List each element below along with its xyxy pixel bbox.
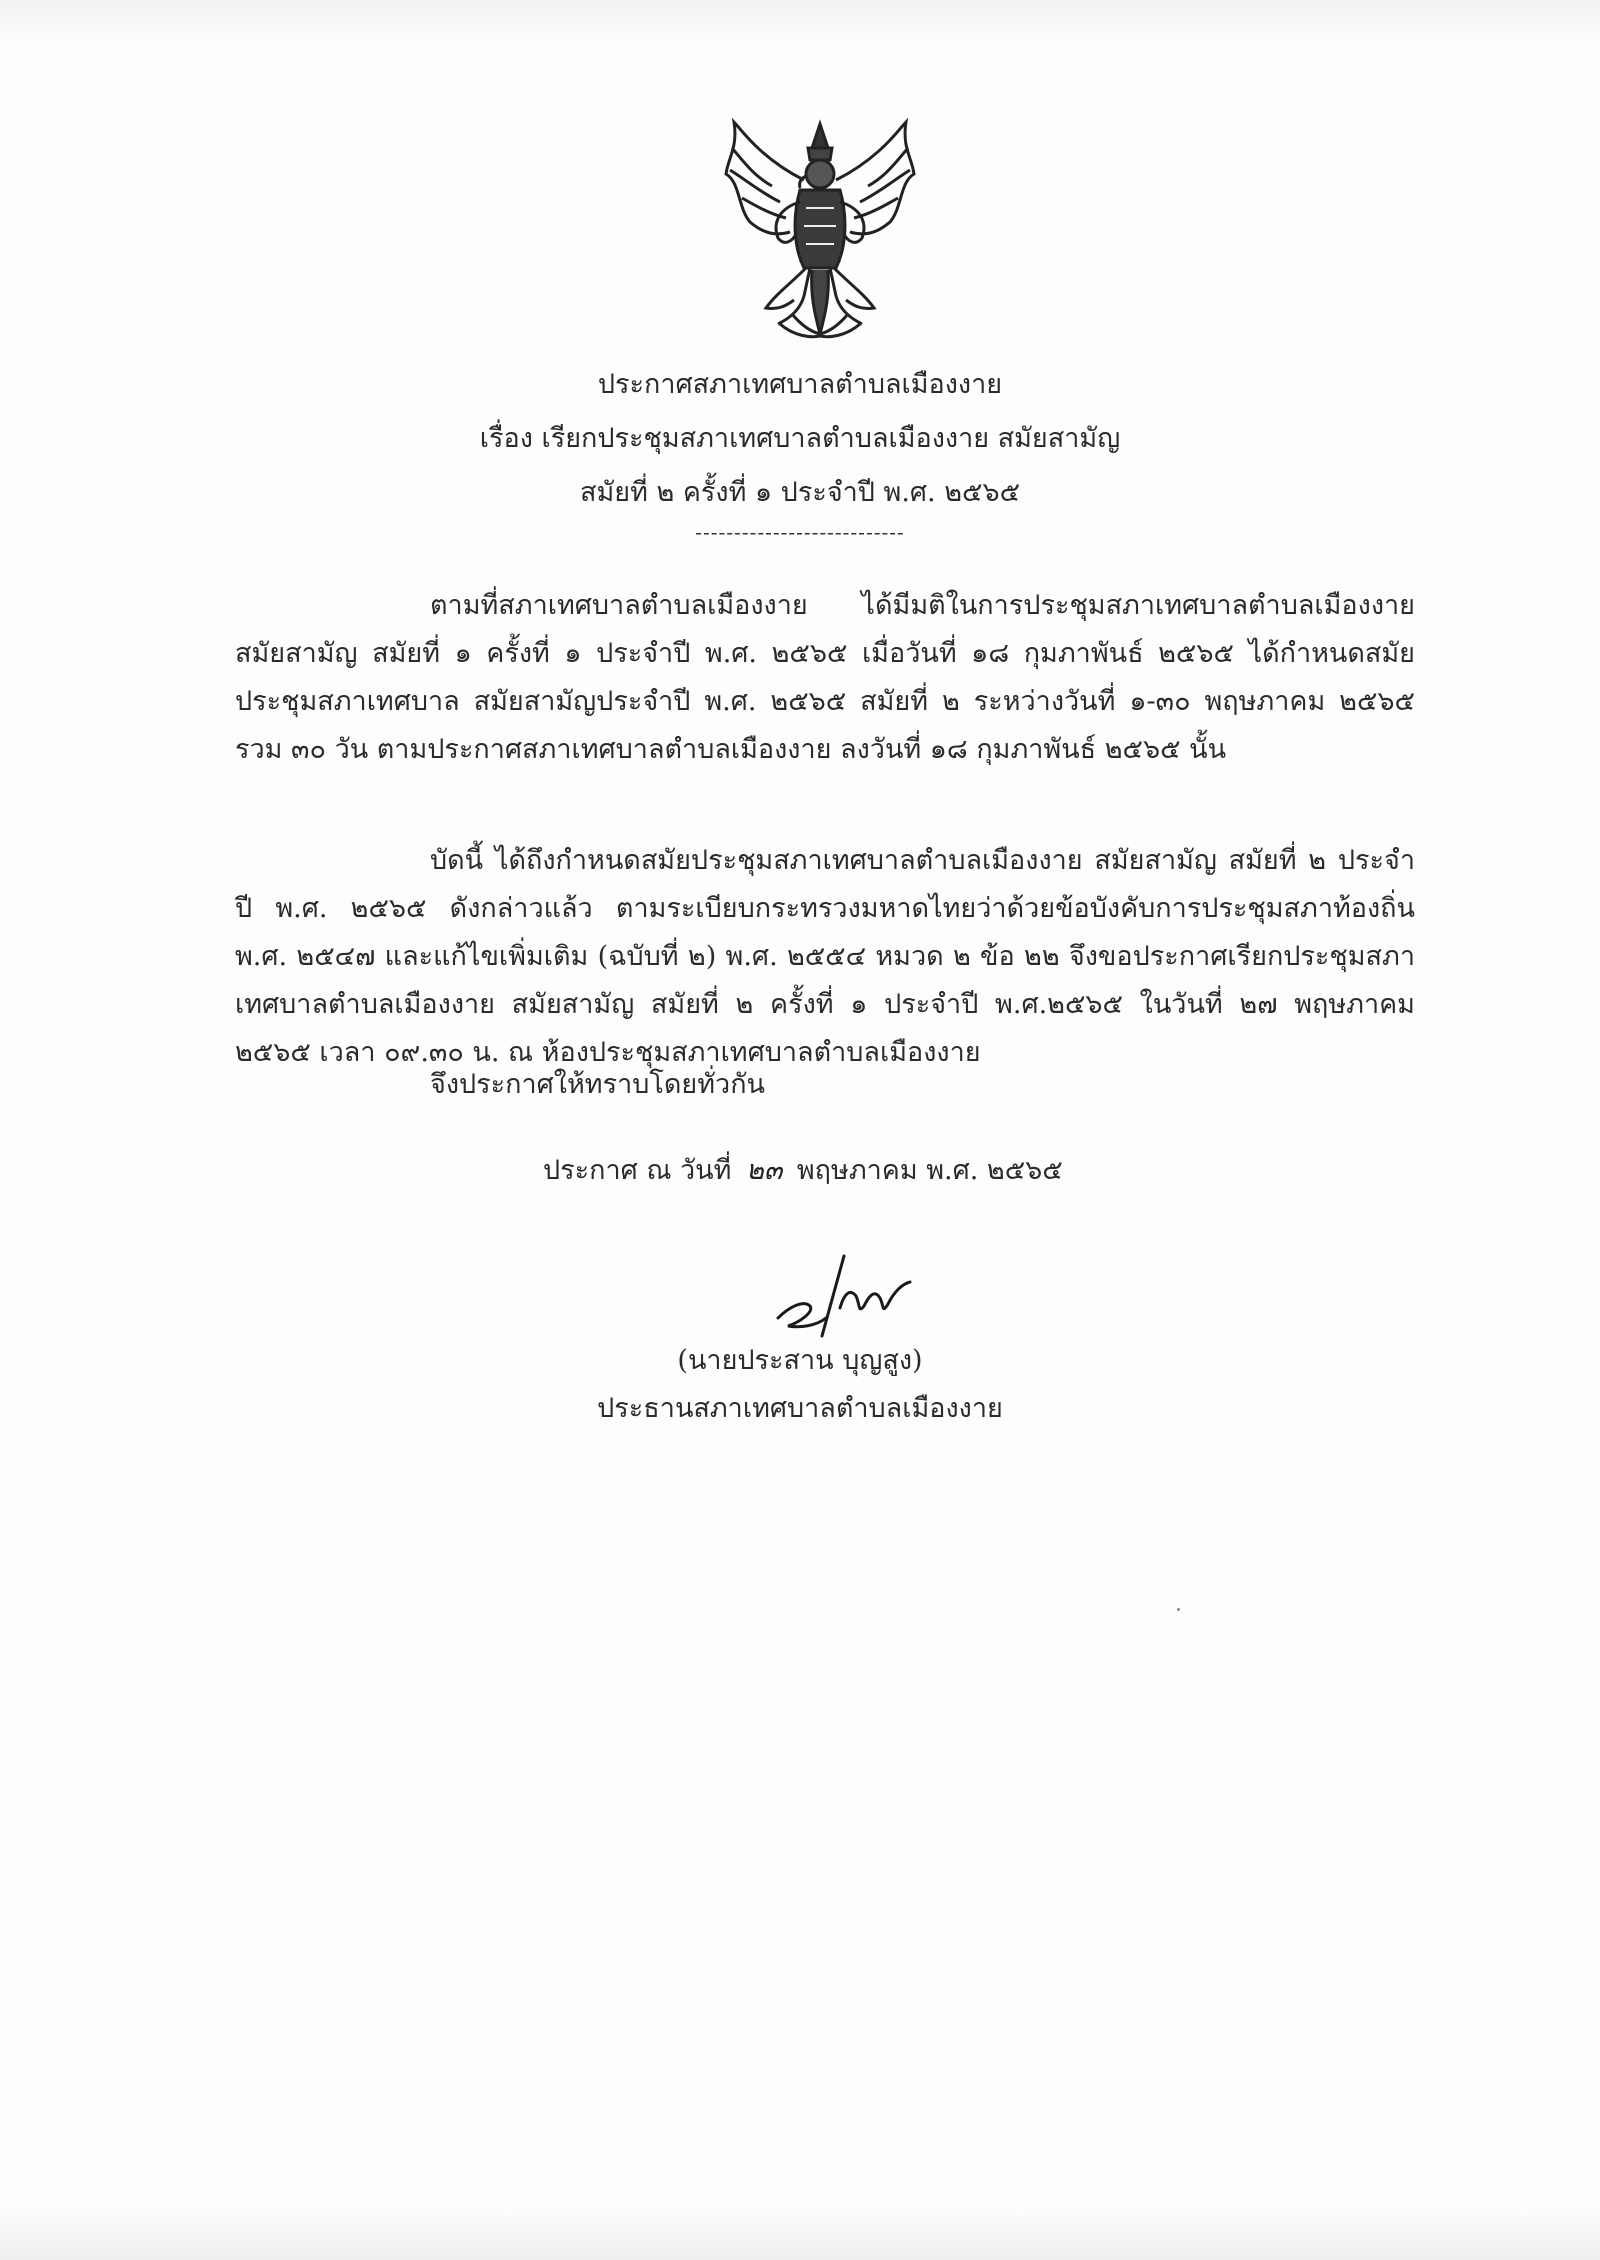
signer-block [0,1340,1600,1430]
scan-shadow-bottom [0,2210,1600,2260]
body-paragraph-2: บัดนี้ ได้ถึงกำหนดสมัยประชุมสภาเทศบาลตำบลเมืองงาย สมัยสามัญ สมัยที่ ๒ ประจำปี พ.ศ. ๒๕๖๕ ดังกล่าวแล้ว ตามระเบียบกระทรวงมหาดไทยว่าด้วยข้อบังคับการประชุมสภาท้องถิ่น พ.ศ. ๒๕๔๗ และแก้ไขเพิ่มเติม (ฉบับที่ ๒) พ.ศ. ๒๕๕๔ หมวด ๒ ข้อ ๒๒ จึงขอประกาศเรียกประชุมสภาเทศบาลตำบลเมืองงาย สมัยสามัญ สมัยที่ ๒ ครั้งที่ ๑ ประจำปี พ.ศ.๒๕๖๕ ในวันที่ ๒๗ พฤษภาคม ๒๕๖๕ เวลา ๐๙.๓๐ น. ณ ห้องประชุมสภาเทศบาลตำบลเมืองงาย [235,845,1415,1068]
signer-name: (นายประสาน บุญสูง) [677,1345,923,1376]
announcement-date [543,1148,1063,1191]
signer-position: ประธานสภาเทศบาลตำบลเมืองงาย [597,1393,1003,1424]
body-paragraph-1: ตามที่สภาเทศบาลตำบลเมืองงาย ได้มีมติในการประชุมสภาเทศบาลตำบลเมืองงาย สมัยสามัญ สมัยที่ ๑ ครั้งที่ ๑ ประจำปี พ.ศ. ๒๕๖๕ เมื่อวันที่ ๑๘ กุมภาพันธ์ ๒๕๖๕ ได้กำหนดสมัยประชุมสภาเทศบาล สมัยสามัญประจำปี พ.ศ. ๒๕๖๕ สมัยที่ ๒ ระหว่างวันที่ ๑-๓๐ พฤษภาคม ๒๕๖๕ รวม ๓๐ วัน ตามประกาศสภาเทศบาลตำบลเมืองงาย ลงวันที่ ๑๘ กุมภาพันธ์ ๒๕๖๕ นั้น [235,590,1415,765]
date-suffix: พฤษภาคม พ.ศ. ๒๕๖๕ [796,1155,1063,1186]
announcement-session: สมัยที่ ๒ ครั้งที่ ๑ ประจำปี พ.ศ. ๒๕๖๕ [579,477,1021,508]
announcement-heading [0,365,1600,513]
date-prefix: ประกาศ ณ วันที่ [543,1155,732,1186]
scan-shadow-top [0,0,1600,40]
scan-speck [1177,1608,1180,1611]
heading-separator: --------------------------- [695,520,905,544]
closing-statement: จึงประกาศให้ทราบโดยทั่วกัน [430,1069,765,1100]
signature-mark [770,1248,920,1338]
handwritten-day: ๒๓ [746,1155,783,1186]
announcement-title: ประกาศสภาเทศบาลตำบลเมืองงาย [597,369,1003,400]
garuda-emblem-icon [720,118,920,340]
announcement-subject: เรื่อง เรียกประชุมสภาเทศบาลตำบลเมืองงาย สมัยสามัญ [479,423,1121,454]
